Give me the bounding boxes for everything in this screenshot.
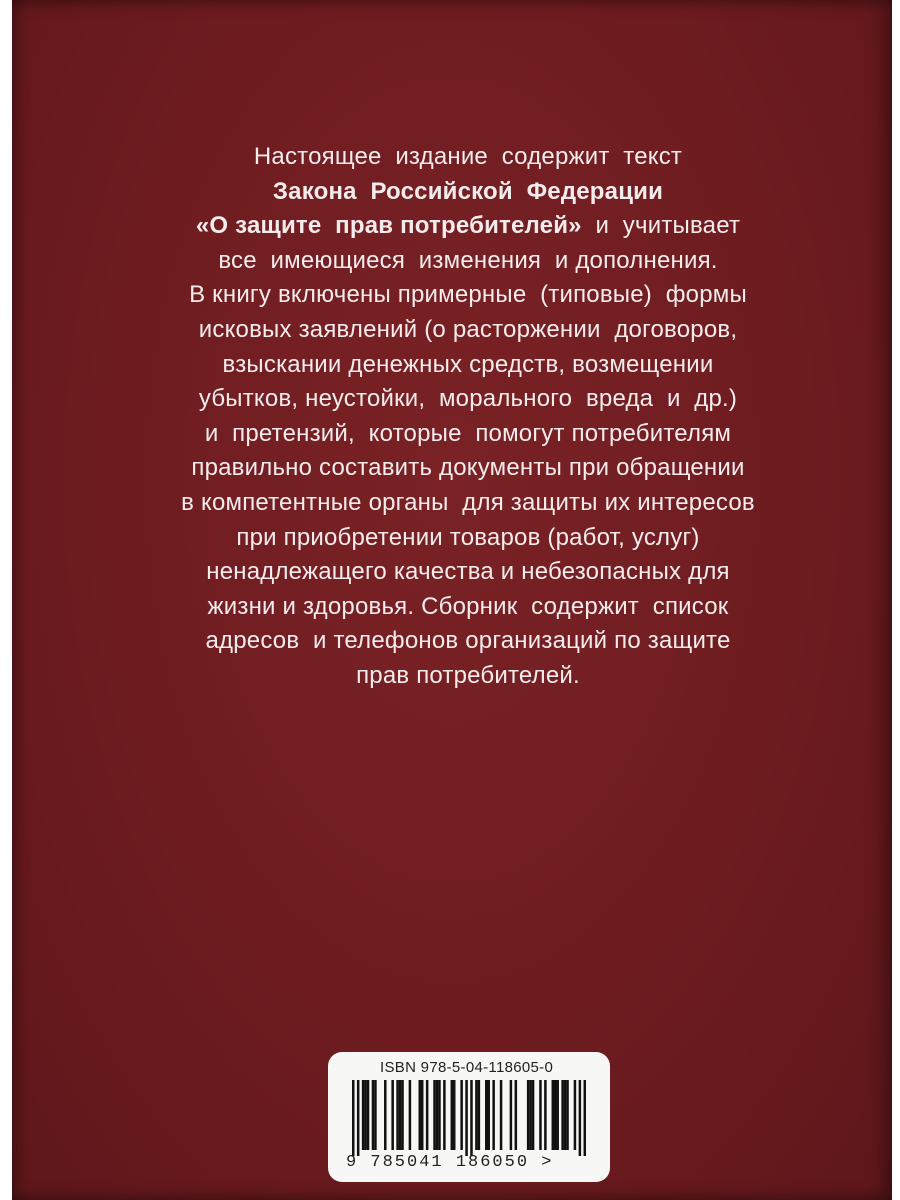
barcode-bar bbox=[532, 1080, 535, 1150]
barcode-bar bbox=[451, 1080, 454, 1150]
barcode-icon bbox=[352, 1080, 586, 1156]
barcode-bar bbox=[357, 1080, 360, 1156]
barcode-bar bbox=[374, 1080, 377, 1150]
isbn-label: ISBN 978-5-04-118605-0 bbox=[380, 1059, 554, 1076]
book-back-cover bbox=[12, 0, 892, 1200]
barcode-bar bbox=[500, 1080, 503, 1150]
barcode-bar bbox=[443, 1080, 446, 1150]
barcode-bar bbox=[527, 1080, 530, 1150]
blurb-line: исковых заявлений (о расторжении договоров, bbox=[198, 315, 738, 343]
barcode-bar bbox=[436, 1080, 439, 1150]
barcode-bar bbox=[433, 1080, 436, 1150]
blurb-line: взыскании денежных средств, возмещении bbox=[222, 350, 714, 378]
barcode-bar bbox=[556, 1080, 559, 1150]
barcode-bar bbox=[419, 1080, 422, 1150]
law-name: «О защите прав потребителей» bbox=[195, 212, 582, 240]
blurb-line: убытков, неустойки, морального вреда и др.) bbox=[198, 385, 738, 413]
barcode-bar bbox=[561, 1080, 564, 1150]
blurb-line: В книгу включены примерные (типовые) формы bbox=[189, 281, 747, 309]
barcode-bar bbox=[391, 1080, 394, 1150]
barcode-bar bbox=[364, 1080, 367, 1150]
barcode-bar bbox=[396, 1080, 399, 1150]
blurb-line: адресов и телефонов организаций по защите bbox=[205, 627, 731, 655]
barcode-bar bbox=[544, 1080, 547, 1150]
barcode-bar bbox=[352, 1080, 355, 1156]
barcode-bar bbox=[362, 1080, 365, 1150]
blurb-line: правильно составить документы при обращении bbox=[191, 454, 745, 482]
blurb-line: при приобретении товаров (работ, услуг) bbox=[236, 523, 700, 551]
barcode-digits: 9 785041 186050 > bbox=[346, 1153, 554, 1172]
barcode-bar bbox=[421, 1080, 424, 1150]
blurb-line: и претензий, которые помогут потребителям bbox=[204, 419, 732, 447]
barcode-bar bbox=[515, 1080, 518, 1150]
barcode-bar bbox=[492, 1080, 495, 1150]
barcode-bar bbox=[453, 1080, 456, 1150]
blurb-line bbox=[112, 209, 824, 244]
barcode-bar bbox=[552, 1080, 555, 1150]
barcode-bar bbox=[539, 1080, 542, 1150]
barcode-bar bbox=[384, 1080, 387, 1150]
barcode-bar bbox=[478, 1080, 481, 1150]
barcode-bar bbox=[401, 1080, 404, 1150]
law-name-rest: и учитывает bbox=[581, 212, 741, 240]
blurb-line: жизни и здоровья. Сборник содержит список bbox=[207, 592, 729, 620]
blurb-line: ненадлежащего качества и небезопасных для bbox=[206, 558, 730, 586]
blurb-line: Настоящее издание содержит текст bbox=[253, 143, 683, 170]
barcode-bar bbox=[465, 1080, 468, 1156]
barcode-bar bbox=[584, 1080, 586, 1156]
blurb-line: в компетентные органы для защиты их интересов bbox=[181, 488, 755, 516]
barcode-bar bbox=[487, 1080, 490, 1150]
barcode-bar bbox=[460, 1080, 463, 1150]
barcode-sticker bbox=[328, 1052, 610, 1182]
blurb-line-law-title: Закона Российской Федерации bbox=[272, 177, 664, 205]
barcode-bar bbox=[475, 1080, 478, 1150]
barcode-bar bbox=[529, 1080, 532, 1150]
barcode-bar bbox=[409, 1080, 412, 1150]
barcode-bar bbox=[579, 1080, 582, 1156]
barcode-bar bbox=[438, 1080, 441, 1150]
blurb-line: все имеющиеся изменения и дополнения. bbox=[218, 246, 718, 274]
barcode-bar bbox=[564, 1080, 567, 1150]
barcode-bar bbox=[367, 1080, 370, 1150]
blurb-line: прав потребителей. bbox=[356, 661, 580, 689]
barcode-bar bbox=[485, 1080, 488, 1150]
barcode-bar bbox=[566, 1080, 569, 1150]
barcode-bar bbox=[426, 1080, 429, 1150]
barcode-bar bbox=[372, 1080, 375, 1150]
cover-blurb bbox=[112, 140, 824, 694]
barcode-bar bbox=[510, 1080, 513, 1150]
barcode-bar bbox=[554, 1080, 557, 1150]
barcode-bar bbox=[399, 1080, 402, 1150]
barcode-bar bbox=[574, 1080, 577, 1150]
barcode-bar bbox=[470, 1080, 473, 1156]
